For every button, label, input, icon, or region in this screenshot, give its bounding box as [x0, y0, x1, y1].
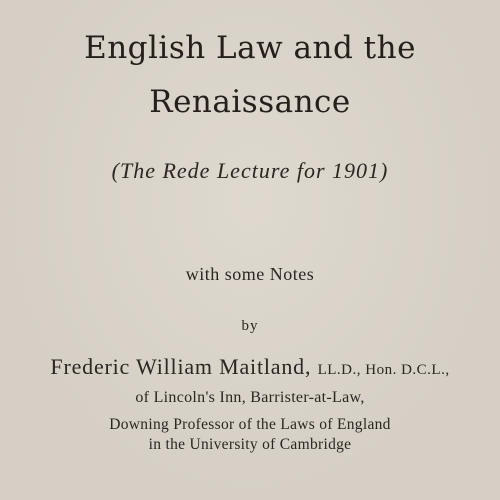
author-degrees: LL.D., Hon. D.C.L., [317, 362, 450, 378]
author-line [0, 354, 500, 380]
notes-line: with some Notes [185, 264, 315, 284]
author-affiliation: of Lincoln's Inn, Barrister-at-Law, [135, 389, 365, 406]
author-position-line-1: Downing Professor of the Laws of England [109, 416, 391, 433]
book-title-line-2: Renaissance [149, 84, 351, 120]
author-position-line-2: in the University of Cambridge [148, 436, 352, 453]
book-title-line-1: English Law and the [84, 30, 416, 66]
author-name: Frederic William Maitland, [50, 354, 312, 379]
book-subtitle: (The Rede Lecture for 1901) [111, 158, 389, 183]
by-line: by [241, 318, 259, 334]
